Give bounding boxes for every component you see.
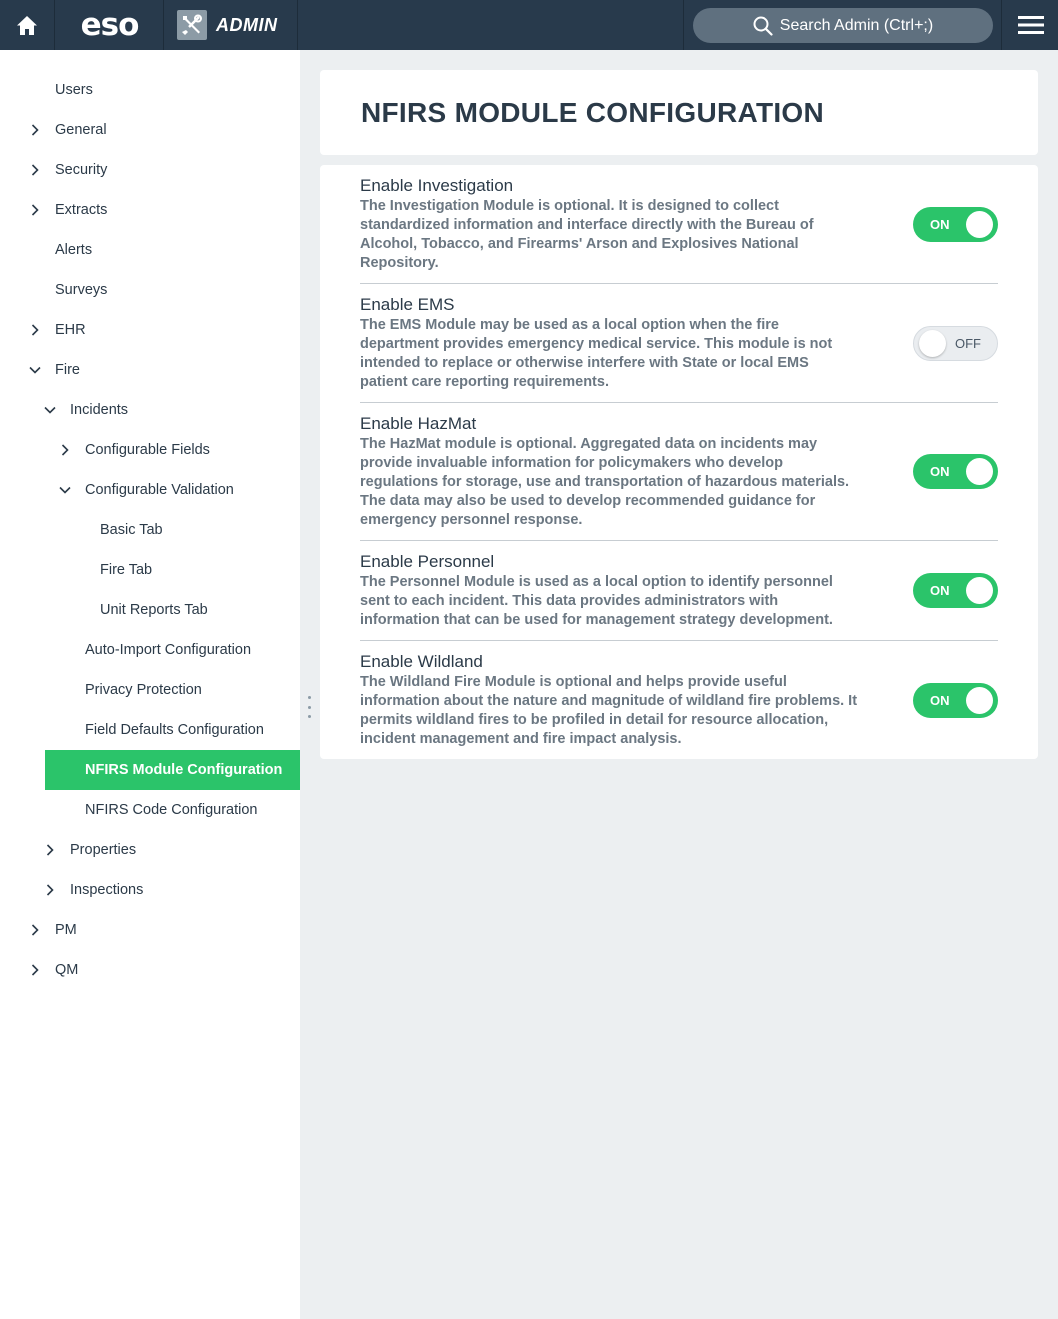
sidebar-item-extracts[interactable]: [0, 190, 300, 230]
sidebar-nav: [0, 50, 300, 1319]
sidebar-item-label: Auto-Import Configuration: [85, 642, 252, 658]
chevron-right-icon: [28, 323, 42, 337]
search-placeholder: Search Admin (Ctrl+;): [779, 16, 934, 34]
sidebar-item-label: Extracts: [55, 202, 108, 218]
chevron-down-icon: [58, 483, 72, 497]
sidebar-item-label: Security: [55, 162, 108, 178]
wildland-toggle[interactable]: [913, 683, 998, 718]
hamburger-icon: [1018, 15, 1044, 35]
chevron-right-icon: [58, 443, 72, 457]
module-description: The Wildland Fire Module is optional and helps provide useful information about the nature and magnitude of wildland fire problems. It permits wildland fires to be profiled in detail for resource allocation, incident management and fire impact analysis.: [360, 674, 858, 747]
home-icon: [17, 16, 37, 35]
investigation-toggle[interactable]: [913, 207, 998, 242]
sidebar-item-label: Properties: [70, 842, 137, 858]
sidebar-item-configurable-fields[interactable]: [0, 430, 300, 470]
sidebar-item-label: Configurable Fields: [85, 442, 210, 458]
sidebar-item-label: Privacy Protection: [85, 682, 202, 698]
module-row-hazmat: [360, 403, 998, 541]
admin-home-link[interactable]: [165, 0, 298, 50]
sidebar-item-label: EHR: [55, 322, 86, 338]
module-title: Enable Personnel: [360, 552, 495, 571]
sidebar-item-privacy-protection[interactable]: [0, 670, 300, 710]
search-icon: [753, 16, 773, 36]
hazmat-toggle[interactable]: [913, 454, 998, 489]
sidebar-item-basic-tab[interactable]: [0, 510, 300, 550]
admin-label: ADMIN: [216, 14, 278, 35]
sidebar-item-configurable-validation[interactable]: [0, 470, 300, 510]
chevron-right-icon: [28, 123, 42, 137]
toggle-label: ON: [930, 217, 950, 232]
sidebar-item-label: NFIRS Code Configuration: [85, 802, 258, 818]
sidebar-item-label: Configurable Validation: [85, 482, 234, 498]
module-row-wildland: [360, 641, 998, 759]
eso-logo[interactable]: eso: [56, 0, 164, 50]
toggle-label: ON: [930, 583, 950, 598]
chevron-right-icon: [28, 163, 42, 177]
ems-toggle[interactable]: [913, 326, 998, 361]
sidebar-item-label: Field Defaults Configuration: [85, 722, 264, 738]
sidebar-item-label: Unit Reports Tab: [100, 602, 208, 618]
sidebar-item-pm[interactable]: [0, 910, 300, 950]
sidebar-item-inspections[interactable]: [0, 870, 300, 910]
sidebar-item-unit-reports-tab[interactable]: [0, 590, 300, 630]
toggle-knob: [966, 577, 993, 604]
sidebar-item-surveys[interactable]: [0, 270, 300, 310]
tools-icon: [177, 10, 207, 40]
module-row-ems: [360, 284, 998, 403]
toggle-knob: [919, 330, 946, 357]
sidebar-item-general[interactable]: [0, 110, 300, 150]
sidebar-item-nfirs-code-configuration[interactable]: [0, 790, 300, 830]
toggle-knob: [966, 687, 993, 714]
toggle-label: ON: [930, 464, 950, 479]
personnel-toggle[interactable]: [913, 573, 998, 608]
search-container: [683, 0, 1002, 50]
sidebar-item-label: NFIRS Module Configuration: [85, 762, 283, 778]
chevron-down-icon: [43, 403, 57, 417]
search-input[interactable]: [693, 8, 993, 43]
sidebar-item-ehr[interactable]: [0, 310, 300, 350]
chevron-right-icon: [28, 203, 42, 217]
chevron-down-icon: [28, 363, 42, 377]
module-title: Enable Wildland: [360, 652, 483, 671]
module-settings-card: [320, 165, 1038, 759]
sidebar-item-label: Incidents: [70, 402, 129, 418]
toggle-knob: [966, 211, 993, 238]
sidebar-item-label: PM: [55, 922, 77, 938]
module-title: Enable EMS: [360, 295, 455, 314]
sidebar-item-auto-import-configuration[interactable]: [0, 630, 300, 670]
sidebar-item-nfirs-module-configuration[interactable]: [45, 750, 300, 790]
sidebar-item-properties[interactable]: [0, 830, 300, 870]
toggle-knob: [966, 458, 993, 485]
sidebar-item-label: Basic Tab: [100, 522, 163, 538]
sidebar-item-field-defaults-configuration[interactable]: [0, 710, 300, 750]
home-button[interactable]: [0, 0, 55, 50]
sidebar-item-label: Inspections: [70, 882, 144, 898]
sidebar-item-incidents[interactable]: [0, 390, 300, 430]
page-title: NFIRS MODULE CONFIGURATION: [361, 97, 825, 128]
drag-dot-icon: [308, 706, 311, 709]
page-header-card: [320, 70, 1038, 155]
toggle-label: OFF: [955, 336, 981, 351]
module-row-investigation: [360, 165, 998, 284]
sidebar-item-label: Alerts: [55, 242, 93, 258]
module-description: The HazMat module is optional. Aggregated data on incidents may provide invaluable information for policymakers who develop regulations for storage, use and transportation of hazardous materials. The data may also be used to develop recommended guidance for emergency personnel response.: [360, 436, 850, 528]
sidebar-item-fire-tab[interactable]: [0, 550, 300, 590]
module-description: The EMS Module may be used as a local option when the fire department provides emergency medical service. This module is not intended to replace or otherwise interfere with State or local EMS patient care reporting requirements.: [360, 317, 833, 390]
sidebar-item-security[interactable]: [0, 150, 300, 190]
top-bar: [0, 0, 1058, 50]
sidebar-item-alerts[interactable]: [0, 230, 300, 270]
sidebar-item-label: Users: [55, 82, 93, 98]
sidebar-item-label: Fire: [55, 362, 80, 378]
sidebar-item-label: Surveys: [55, 282, 108, 298]
sidebar-item-label: Fire Tab: [100, 562, 153, 578]
module-description: The Investigation Module is optional. It is designed to collect standardized information and interface directly with the Bureau of Alcohol, Tobacco, and Firearms' Arson and Explosives National Repository.: [360, 198, 814, 271]
drag-dot-icon: [308, 696, 311, 699]
sidebar-item-users[interactable]: [0, 70, 300, 110]
module-row-personnel: [360, 541, 998, 641]
chevron-right-icon: [28, 923, 42, 937]
sidebar-resize-handle[interactable]: [307, 696, 311, 718]
sidebar-item-label: QM: [55, 962, 79, 978]
sidebar-item-label: General: [55, 122, 107, 138]
module-title: Enable HazMat: [360, 414, 477, 433]
chevron-right-icon: [43, 883, 57, 897]
hamburger-menu-button[interactable]: [1003, 0, 1058, 50]
drag-dot-icon: [308, 715, 311, 718]
module-description: The Personnel Module is used as a local option to identify personnel sent to each incident. This data provides administrators with information that can be used for management strategy development.: [360, 574, 833, 628]
module-title: Enable Investigation: [360, 176, 514, 195]
sidebar-item-qm[interactable]: [0, 950, 300, 990]
chevron-right-icon: [28, 963, 42, 977]
chevron-right-icon: [43, 843, 57, 857]
toggle-label: ON: [930, 693, 950, 708]
sidebar-item-fire[interactable]: [0, 350, 300, 390]
